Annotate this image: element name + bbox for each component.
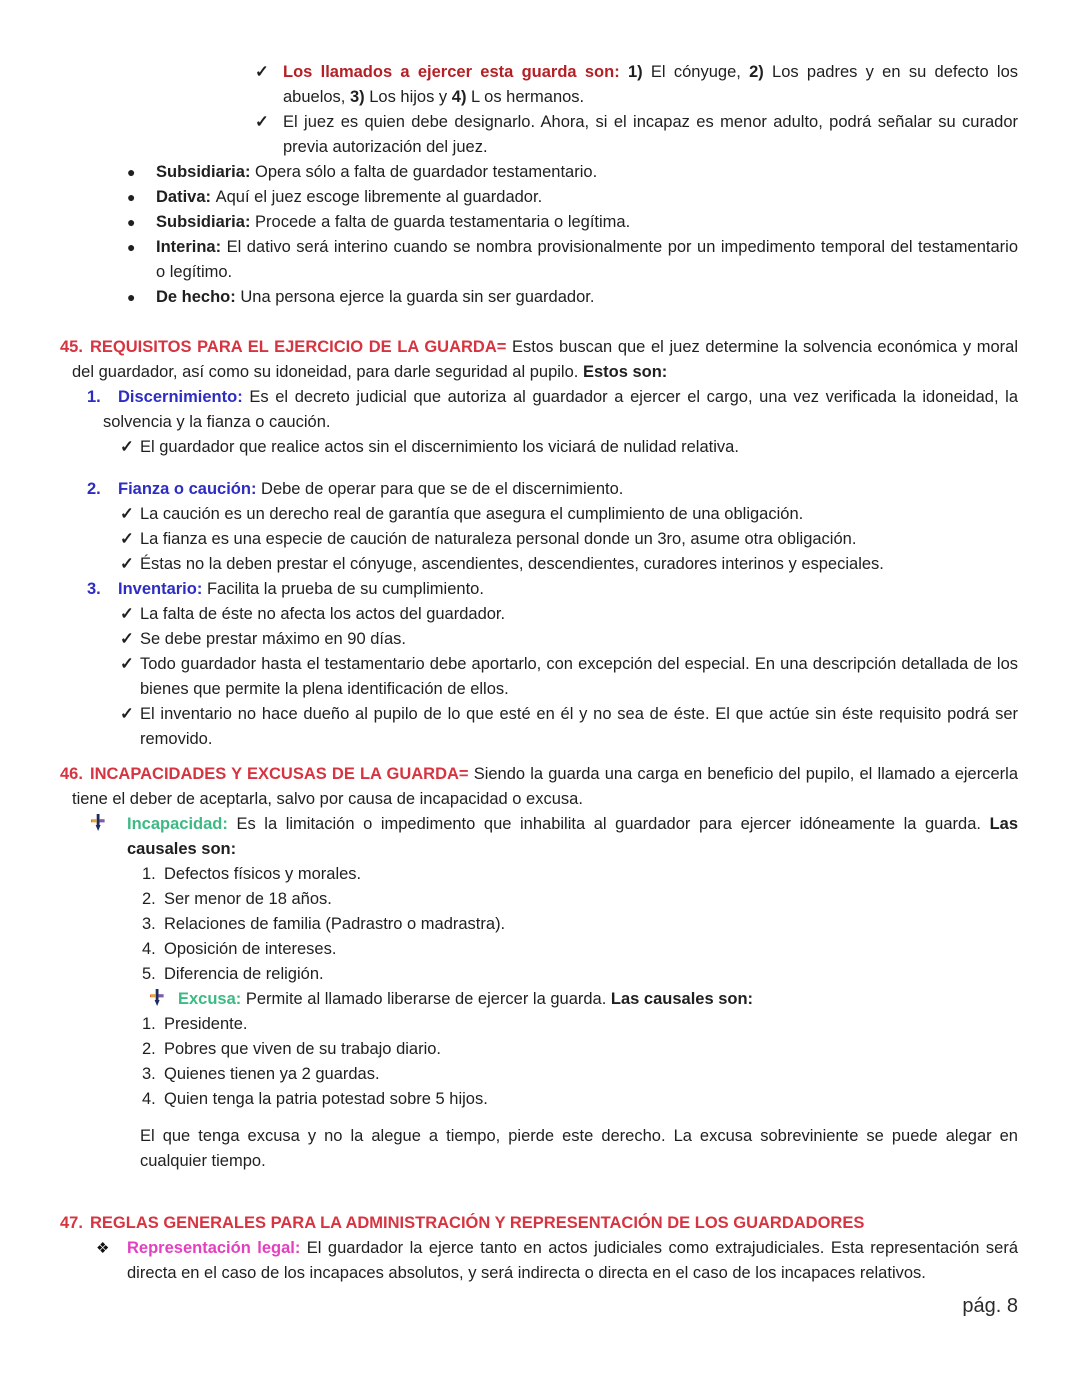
blank-line xyxy=(60,310,1018,335)
diamond-item xyxy=(96,1236,1018,1286)
text-segment: Los llamados a ejercer esta guarda son: xyxy=(283,63,628,81)
check-icon: ✓ xyxy=(255,113,269,131)
text-segment: Quien tenga la patria potestad sobre 5 hijos. xyxy=(164,1090,488,1108)
text-segment: Discernimiento: xyxy=(118,388,250,406)
check-item xyxy=(120,652,1018,702)
bullet-item xyxy=(127,235,1018,285)
text-segment: Aquí el juez escoge libremente al guardador. xyxy=(215,188,543,206)
text-segment: Facilita la prueba de su cumplimiento. xyxy=(206,580,484,598)
text-segment: Ser menor de 18 años. xyxy=(164,890,332,908)
plus-bullet-icon xyxy=(150,987,178,1012)
text-segment: Quienes tienen ya 2 guardas. xyxy=(164,1065,380,1083)
check-icon: ✓ xyxy=(120,530,134,548)
text-segment: Estos buscan que el juez determine la solvencia económica y moral del guardador, así como su idoneidad, para darle seguridad al pupilo. xyxy=(72,338,1019,381)
bullet-icon: ● xyxy=(127,189,136,205)
text-segment: Defectos físicos y morales. xyxy=(164,865,362,883)
plus-item xyxy=(127,812,1018,862)
text-segment: Los padres y en su defecto los abuelos, xyxy=(283,63,1019,106)
text-segment: Subsidiaria: xyxy=(156,213,256,231)
text-segment: Estos son: xyxy=(582,363,668,381)
section-number: 47. xyxy=(60,1214,83,1232)
text-segment: Representación legal: xyxy=(127,1239,307,1257)
text-segment: 1) xyxy=(627,63,643,81)
page-number xyxy=(60,1294,1018,1319)
section-number: 46. xyxy=(60,765,83,783)
text-segment: La fianza es una especie de caución de naturaleza personal donde un 3ro, asume otra obligación. xyxy=(140,530,857,548)
plus-bullet-icon xyxy=(91,814,105,831)
text-segment: Incapacidad: xyxy=(127,815,237,833)
text-segment: Es el decreto judicial que autoriza al guardador a ejercer el cargo, una vez verificada la idoneidad, la solvencia y la fianza o caución. xyxy=(103,388,1019,431)
text-segment: Una persona ejerce la guarda sin ser guardador. xyxy=(240,288,595,306)
numbered-item xyxy=(142,862,1018,887)
text-segment: Dativa: xyxy=(156,188,216,206)
text-segment: Es la limitación o impedimento que inhabilita al guardador para ejercer idóneamente la guarda. xyxy=(236,815,990,833)
list-number: 3. xyxy=(87,580,101,598)
check-icon: ✓ xyxy=(120,630,134,648)
check-item xyxy=(120,602,1018,627)
text-segment: Siendo la guarda una carga en beneficio del pupilo, el llamado a ejercerla tiene el deber de aceptarla, salvo por causa de incapacidad o excusa. xyxy=(72,765,1018,808)
numbered-item xyxy=(87,477,1018,502)
text-segment: El cónyuge, xyxy=(642,63,750,81)
section-heading xyxy=(60,335,1019,385)
text-segment: Los hijos y xyxy=(364,88,452,106)
text-segment: Debe de operar para que se de el discernimiento. xyxy=(261,480,624,498)
text-segment: El inventario no hace dueño al pupilo de lo que esté en él y no sea de éste. El que actúe sin éste requisito podrá ser removido. xyxy=(140,705,1018,748)
list-number: 3. xyxy=(142,915,156,933)
text-segment: Se debe prestar máximo en 90 días. xyxy=(140,630,406,648)
numbered-item xyxy=(142,962,1018,987)
numbered-item xyxy=(87,577,1018,602)
section-heading xyxy=(60,1211,1018,1236)
text-segment: El juez es quien debe designarlo. Ahora, si el incapaz es menor adulto, podrá señalar su curador previa autorización del juez. xyxy=(283,113,1018,156)
check-icon: ✓ xyxy=(120,705,134,723)
check-icon: ✓ xyxy=(120,555,134,573)
list-number: 1. xyxy=(142,1015,156,1033)
list-number: 2. xyxy=(142,1040,156,1058)
check-item xyxy=(120,627,1018,652)
text-segment: Oposición de intereses. xyxy=(164,940,337,958)
text-segment: Permite al llamado liberarse de ejercer la guarda. xyxy=(245,990,611,1008)
text-segment: El dativo será interino cuando se nombra provisionalmente por un impedimento temporal del testamentario o legítimo. xyxy=(156,238,1018,281)
text-segment: Opera sólo a falta de guardador testamentario. xyxy=(255,163,598,181)
list-number: 4. xyxy=(142,1090,156,1108)
check-item xyxy=(120,435,1018,460)
check-item xyxy=(120,702,1018,752)
text-segment: Fianza o caución: xyxy=(118,480,262,498)
text-segment: El que tenga excusa y no la alegue a tiempo, pierde este derecho. La excusa sobreviniente se puede alegar en cualquier tiempo. xyxy=(140,1127,1018,1170)
bullet-icon: ● xyxy=(127,214,136,230)
numbered-item xyxy=(142,1062,1018,1087)
blank-line xyxy=(60,1174,1018,1211)
numbered-item xyxy=(142,937,1018,962)
text-segment: 3) xyxy=(349,88,365,106)
text-segment: Interina: xyxy=(156,238,227,256)
text-segment: Presidente. xyxy=(164,1015,248,1033)
text-segment: Diferencia de religión. xyxy=(164,965,324,983)
plus-bullet-icon xyxy=(91,812,127,837)
text-segment: El guardador que realice actos sin el discernimiento los viciará de nulidad relativa. xyxy=(140,438,739,456)
bullet-icon: ● xyxy=(127,289,136,305)
numbered-item xyxy=(142,912,1018,937)
bullet-item xyxy=(127,285,1018,310)
text-segment: Las causales son: xyxy=(127,815,1018,858)
numbered-item xyxy=(142,1012,1018,1037)
text-segment: Las causales son: xyxy=(610,990,754,1008)
list-number: 3. xyxy=(142,1065,156,1083)
text-segment: Subsidiaria: xyxy=(156,163,256,181)
text-segment: Inventario: xyxy=(118,580,207,598)
check-item xyxy=(120,527,1018,552)
text-segment: INCAPACIDADES Y EXCUSAS DE LA GUARDA= xyxy=(90,765,474,783)
numbered-item xyxy=(142,1087,1018,1112)
check-item xyxy=(255,110,1018,160)
list-number: 2. xyxy=(142,890,156,908)
text-segment: REGLAS GENERALES PARA LA ADMINISTRACIÓN Y REPRESENTACIÓN DE LOS GUARDADORES xyxy=(90,1214,865,1232)
text-segment: REQUISITOS PARA EL EJERCICIO DE LA GUARDA= xyxy=(90,338,513,356)
check-item xyxy=(255,60,1019,110)
bullet-icon: ● xyxy=(127,239,136,255)
check-icon: ✓ xyxy=(120,438,134,456)
check-icon: ✓ xyxy=(255,63,269,81)
section-heading xyxy=(60,762,1018,812)
text-segment: La caución es un derecho real de garantía que asegura el cumplimiento de una obligación. xyxy=(140,505,804,523)
text-segment: 2) xyxy=(749,63,764,81)
text-segment: pág. 8 xyxy=(962,1295,1018,1317)
list-number: 1. xyxy=(87,388,101,406)
plus-item xyxy=(178,987,1018,1012)
check-item xyxy=(120,502,1018,527)
text-segment: Relaciones de familia (Padrastro o madrastra). xyxy=(164,915,506,933)
numbered-item xyxy=(142,887,1018,912)
text-segment: 4) xyxy=(451,88,467,106)
text-segment: Procede a falta de guarda testamentaria o legítima. xyxy=(255,213,631,231)
list-number: 4. xyxy=(142,940,156,958)
blank-line xyxy=(60,1286,1018,1294)
diamond-bullet-icon: ❖ xyxy=(96,1240,110,1257)
numbered-item xyxy=(142,1037,1018,1062)
text-segment: La falta de éste no afecta los actos del guardador. xyxy=(140,605,506,623)
bullet-item xyxy=(127,185,1018,210)
bullet-icon: ● xyxy=(127,164,136,180)
list-number: 1. xyxy=(142,865,156,883)
text-segment: Éstas no la deben prestar el cónyuge, ascendientes, descendientes, curadores interinos y especiales. xyxy=(140,555,884,573)
text-segment: El guardador la ejerce tanto en actos judiciales como extrajudiciales. Esta representación será directa en el caso de los incapaces absolutos, y será indirecta o directa en el caso de los incapaces relativos. xyxy=(127,1239,1018,1282)
text-segment: Excusa: xyxy=(178,990,246,1008)
text-segment: De hecho: xyxy=(156,288,241,306)
list-number: 2. xyxy=(87,480,101,498)
bullet-item xyxy=(127,210,1018,235)
bullet-item xyxy=(127,160,1018,185)
check-icon: ✓ xyxy=(120,605,134,623)
numbered-item xyxy=(87,385,1019,435)
text-segment: L os hermanos. xyxy=(466,88,585,106)
paragraph xyxy=(140,1124,1018,1174)
blank-line xyxy=(60,752,1018,762)
check-icon: ✓ xyxy=(120,655,134,673)
check-item xyxy=(120,552,1018,577)
plus-bullet-icon xyxy=(150,989,164,1006)
section-number: 45. xyxy=(60,338,83,356)
blank-line xyxy=(60,460,1018,477)
check-icon: ✓ xyxy=(120,505,134,523)
list-number: 5. xyxy=(142,965,156,983)
blank-line xyxy=(60,1112,1018,1124)
text-segment: Todo guardador hasta el testamentario debe aportarlo, con excepción del especial. En una descripción detallada de los bienes que permite la plena identificación de ellos. xyxy=(140,655,1018,698)
text-segment: Pobres que viven de su trabajo diario. xyxy=(164,1040,442,1058)
